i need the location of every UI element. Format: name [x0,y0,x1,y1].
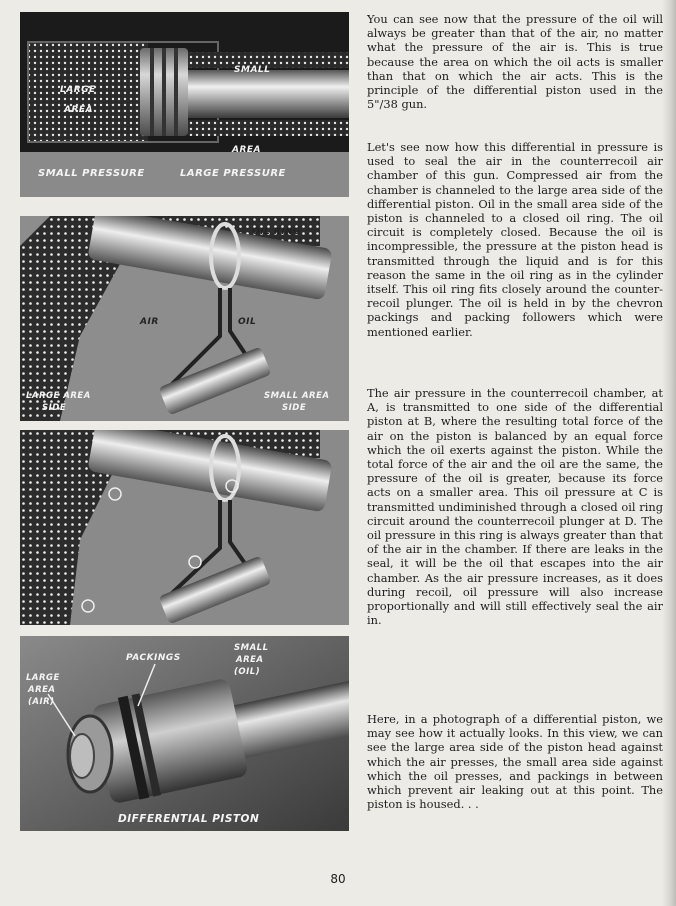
figure-pressure-areas [20,12,349,197]
label-large-line1: LARGE [60,85,96,95]
label-large-area-side-line2: SIDE [42,403,67,413]
figure-oil-ring-circuit [20,216,349,421]
caption-small-pressure: SMALL PRESSURE [38,168,145,179]
label-area: AREA [232,145,262,155]
label-small-area-oil-line2: AREA [236,655,264,665]
label-large-area-air-line1: LARGE [26,673,60,683]
paragraph-2: Let's see now how this differential in pressure is used to seal the air in the counterrecoil air chamber of this gun. Compressed air from the chamber is channeled to the large area side of the differential piston. Oil in the small area side of the piston is channeled to a closed oil ring. The oil circuit is completely closed. Because the oil is incompressible, the pressure at the piston head is transmitted through the liquid and is for this reason the same in the oil ring as in the cylinder itself. This oil ring fits closely around the counter-recoil plunger. The oil is held in by the chevron packings and packing followers which were mentioned earlier. [367,140,663,339]
figure-differential-piston [20,636,349,831]
label-small-area-side-line1: SMALL AREA [264,391,330,401]
label-small-area-side-line2: SIDE [282,403,307,413]
paragraph-3: The air pressure in the counterrecoil chamber, at A, is transmitted to one side of the differential piston at B, where the resulting total force of the air on the piston is balanced by an equal force which the oil exerts against the piston. While the total force of the air and the oil are the same, the pressure of the oil is greater, because its force acts on a smaller area. This oil pressure at C is transmitted undiminished through a closed oil ring circuit around the counterrecoil plunger at D. The oil pressure in this ring is always greater than that of the air in the chamber. If there are leaks in the seal, it will be the oil that escapes into the air chamber. As the air pressure increases, as it does during recoil, oil pressure will also increase proportionally and will still effectively seal the air in. [367,386,663,628]
label-small-area-oil-line3: (OIL) [234,667,261,677]
paragraph-1: You can see now that the pressure of the oil will always be greater than that of the air, no matter what the pressure of the air is. This is true because the area on which the oil acts is smaller than that on which the air acts. This is the principle of the differential piston used in the 5"/38 gun. [367,12,663,112]
label-oil: OIL [238,317,257,327]
label-air: AIR [140,317,159,327]
label-large-area-air-line3: (AIR) [28,697,55,707]
label-large-area-air-line2: AREA [28,685,56,695]
caption-differential-piston: DIFFERENTIAL PISTON [118,813,260,825]
label-large-line2: AREA [64,105,94,115]
label-small: SMALL [234,65,271,75]
label-large-area-side-line1: LARGE AREA [26,391,91,401]
label-small-area-oil-line1: SMALL [234,643,269,653]
label-packings: PACKINGS [126,653,181,663]
page-number: 80 [330,872,346,886]
paragraph-4: Here, in a photograph of a differential piston, we may see how it actually looks. In this view, we can see the large area side of the piston head against which the air presses, the small area side against which the oil presses, and packings in between which prevent air leaking out at this point. The piston is housed. . . [367,712,663,812]
figure-oil-ring-circuit-marked [20,430,349,625]
caption-large-pressure: LARGE PRESSURE [180,168,286,179]
page-edge-shadow [662,0,676,906]
label-oil-ring: OIL RING [252,227,302,237]
